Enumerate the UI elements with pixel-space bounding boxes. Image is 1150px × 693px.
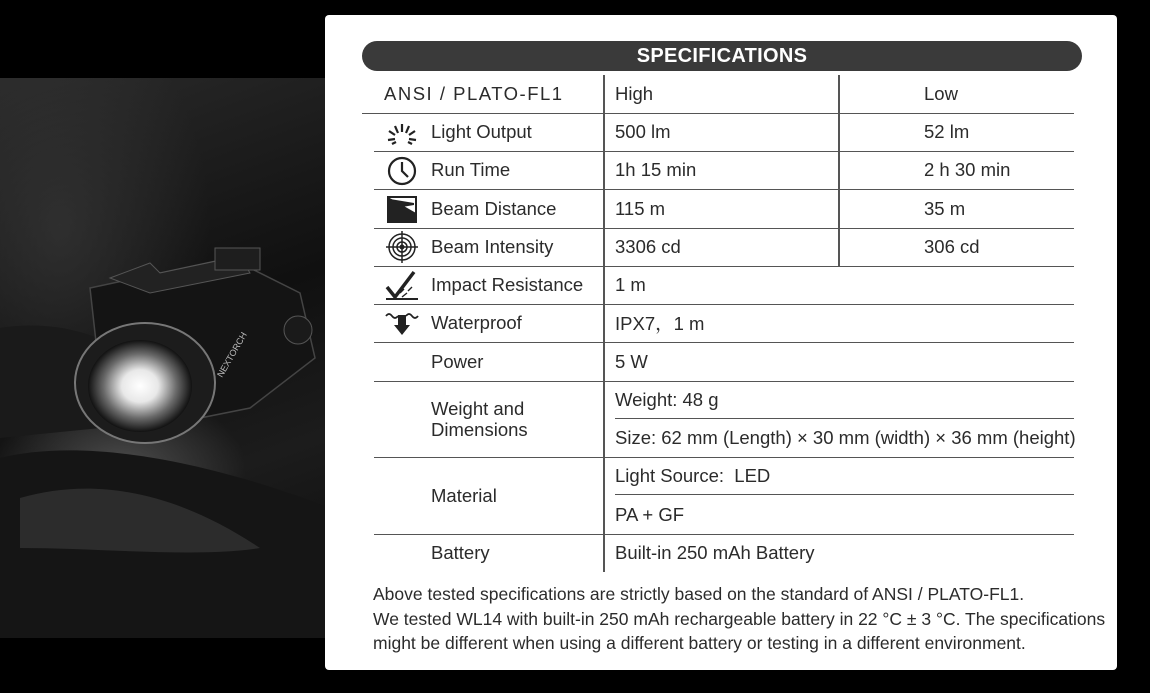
low-value: 2 h 30 min	[924, 159, 1011, 180]
brand-engraving: NEXTORCH	[215, 330, 249, 379]
waterproof-icon	[384, 307, 420, 339]
value: Built-in 250 mAh Battery	[615, 542, 815, 563]
row-label: Power	[431, 350, 484, 372]
table-row	[374, 304, 1074, 343]
test-notes	[373, 582, 1106, 656]
row-label: Impact Resistance	[431, 274, 584, 295]
table-row	[374, 457, 1074, 535]
row-label: Waterproof	[431, 312, 522, 333]
product-photo	[0, 78, 330, 638]
clock-icon	[384, 154, 420, 186]
size-value: Size: 62 mm (Length) × 30 mm (width) × 36 mm (height)	[615, 427, 1076, 448]
table-row	[374, 151, 1074, 190]
table-row	[374, 228, 1074, 267]
note-line: We tested WL14 with built-in 250 mAh rechargeable battery in 22 °C ± 3 °C. The specifications	[373, 608, 1106, 629]
table-row	[374, 189, 1074, 229]
spec-title: SPECIFICATIONS	[362, 41, 1082, 71]
high-header: High	[615, 83, 654, 104]
low-value: 306 cd	[924, 236, 980, 257]
table-row	[374, 534, 1074, 572]
high-value: 3306 cd	[615, 236, 681, 257]
light-output-icon	[384, 116, 420, 148]
table-header-row	[362, 75, 1074, 114]
row-label: Battery	[431, 542, 490, 563]
row-label: Material	[431, 484, 497, 506]
low-value: 35 m	[924, 197, 966, 219]
note-line: might be different when using a different battery or testing in a different environment.	[373, 633, 1026, 653]
target-icon	[384, 231, 420, 263]
value: 5 W	[615, 350, 648, 372]
light-source-value: Light Source: LED	[615, 457, 1074, 495]
value: IPX7，1 m	[615, 313, 705, 334]
high-value: 115 m	[615, 197, 666, 219]
note-line: Above tested specifications are strictly based on the standard of ANSI / PLATO-FL1.	[373, 584, 1025, 604]
table-row	[374, 381, 1074, 458]
row-label: Light Output	[431, 121, 532, 142]
high-value: 500 lm	[615, 121, 671, 142]
beam-distance-icon	[384, 193, 420, 225]
row-label: Run Time	[431, 159, 511, 180]
high-value: 1h 15 min	[615, 159, 697, 180]
standard-label: ANSI / PLATO-FL1	[384, 83, 564, 104]
impact-resistance-icon	[384, 269, 420, 301]
column-divider	[838, 75, 840, 266]
row-label: Beam Distance	[431, 197, 557, 219]
table-row	[374, 266, 1074, 305]
low-value: 52 lm	[924, 121, 970, 142]
weight-value: Weight: 48 g	[615, 381, 1074, 419]
value: 1 m	[615, 274, 646, 295]
material-value: PA + GF	[615, 503, 685, 525]
low-header: Low	[924, 83, 958, 104]
row-label: Weight and Dimensions	[431, 398, 528, 440]
row-label: Beam Intensity	[431, 236, 554, 257]
table-row	[374, 113, 1074, 152]
table-row	[374, 342, 1074, 382]
column-divider	[603, 75, 605, 572]
spec-card	[325, 15, 1117, 670]
